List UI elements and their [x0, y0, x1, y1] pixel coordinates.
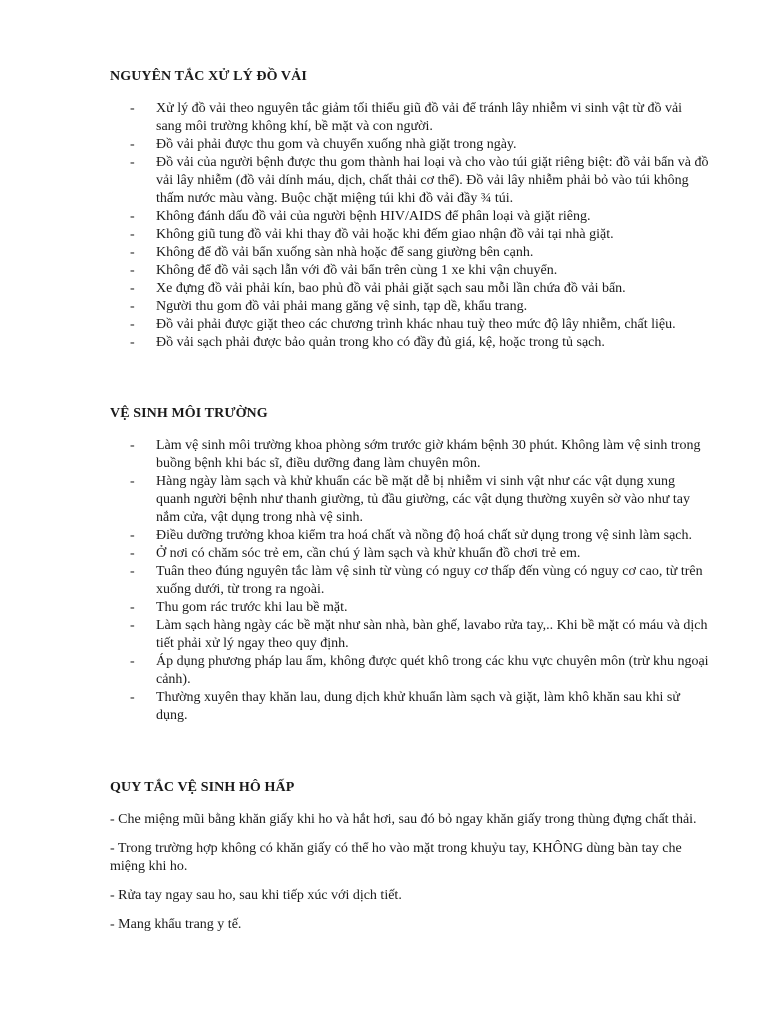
list-item: - Xử lý đồ vải theo nguyên tắc giảm tối thiểu giũ đồ vải để tránh lây nhiễm vi sinh vật từ đồ vải sang môi trường không khí, bề mặt và con người.: [130, 101, 683, 134]
section-respiratory-hygiene: [110, 779, 710, 945]
list-item: - Thường xuyên thay khăn lau, dung dịch khử khuẩn làm sạch và giặt, làm khô khăn sau khi sử dụng.: [130, 690, 680, 723]
respiratory-rules: [110, 811, 710, 934]
list-item-text: Thường xuyên thay khăn lau, dung dịch khử khuẩn làm sạch và giặt, làm khô khăn sau khi sử dụng.: [156, 690, 680, 723]
list-item: - Thu gom rác trước khi lau bề mặt.: [130, 600, 348, 615]
section-linen-handling: [110, 68, 710, 352]
list-item: - Đồ vải sạch phải được bảo quản trong kho có đầy đủ giá, kệ, hoặc trong tủ sạch.: [130, 335, 605, 350]
list-item: - Điều dưỡng trưởng khoa kiểm tra hoá chất và nồng độ hoá chất sử dụng trong vệ sinh làm sạch.: [130, 528, 693, 543]
list-item: - Đồ vải phải được thu gom và chuyển xuống nhà giặt trong ngày.: [130, 137, 517, 152]
list-item-text: Xe đựng đồ vải phải kín, bao phủ đồ vải phải giặt sạch sau mỗi lần chứa đồ vải bẩn.: [156, 281, 626, 296]
list-item: - Áp dụng phương pháp lau ẩm, không được quét khô trong các khu vực chuyên môn (trừ khu ngoại cảnh).: [130, 654, 709, 687]
paragraph: - Trong trường hợp không có khăn giấy có thể ho vào mặt trong khuỷu tay, KHÔNG dùng bàn tay che miệng khi ho.: [110, 841, 682, 874]
list-item: - Người thu gom đồ vải phải mang găng vệ sinh, tạp dề, khẩu trang.: [130, 299, 528, 314]
section-heading: VỆ SINH MÔI TRƯỜNG: [110, 406, 268, 421]
list-item: - Không để đồ vải bẩn xuống sàn nhà hoặc để sang giường bên cạnh.: [130, 245, 534, 260]
list-item: - Hàng ngày làm sạch và khử khuẩn các bề mặt dễ bị nhiễm vi sinh vật như các vật dụng xung quanh người bệnh như thanh giường, tủ đầu giường, các vật dụng thường xuyên sờ vào như tay nắm cửa, vật dụng trong nhà vệ sinh.: [130, 474, 690, 525]
list-item-text: Tuân theo đúng nguyên tắc làm vệ sinh từ vùng có nguy cơ thấp đến vùng có nguy cơ cao, từ trên xuống dưới, từ trong ra ngoài.: [156, 564, 703, 597]
list-item-text: Ở nơi có chăm sóc trẻ em, cần chú ý làm sạch và khử khuẩn đồ chơi trẻ em.: [156, 546, 581, 561]
list-item-text: Đồ vải phải được thu gom và chuyển xuống nhà giặt trong ngày.: [156, 137, 517, 152]
list-item: - Ở nơi có chăm sóc trẻ em, cần chú ý làm sạch và khử khuẩn đồ chơi trẻ em.: [130, 546, 581, 561]
list-item: - Xe đựng đồ vải phải kín, bao phủ đồ vải phải giặt sạch sau mỗi lần chứa đồ vải bẩn.: [130, 281, 626, 296]
list-item-text: Không đánh dấu đồ vải của người bệnh HIV/AIDS để phân loại và giặt riêng.: [156, 209, 591, 224]
list-item: - Làm sạch hàng ngày các bề mặt như sàn nhà, bàn ghế, lavabo rửa tay,.. Khi bề mặt có máu và dịch tiết phải xử lý ngay theo quy định.: [130, 618, 708, 651]
list-item-text: Đồ vải phải được giặt theo các chương trình khác nhau tuỳ theo mức độ lây nhiễm, chất liệu.: [156, 317, 676, 332]
list-item-text: Làm vệ sinh môi trường khoa phòng sớm trước giờ khám bệnh 30 phút. Không làm vệ sinh trong buồng bệnh khi bác sĩ, điều dưỡng đang làm chuyên môn.: [156, 438, 701, 471]
list-item: - Làm vệ sinh môi trường khoa phòng sớm trước giờ khám bệnh 30 phút. Không làm vệ sinh trong buồng bệnh khi bác sĩ, điều dưỡng đang làm chuyên môn.: [130, 438, 701, 471]
list-item: - Không để đồ vải sạch lẫn với đồ vải bẩn trên cùng 1 xe khi vận chuyển.: [130, 263, 558, 278]
paragraph: - Che miệng mũi bằng khăn giấy khi ho và hắt hơi, sau đó bỏ ngay khăn giấy trong thùng đựng chất thải.: [110, 812, 697, 827]
list-item: - Tuân theo đúng nguyên tắc làm vệ sinh từ vùng có nguy cơ thấp đến vùng có nguy cơ cao, từ trên xuống dưới, từ trong ra ngoài.: [130, 564, 703, 597]
list-item-text: Người thu gom đồ vải phải mang găng vệ sinh, tạp dề, khẩu trang.: [156, 299, 528, 314]
list-item-text: Đồ vải của người bệnh được thu gom thành hai loại và cho vào túi giặt riêng biệt: đồ vải bẩn và đồ vải lây nhiễm (đồ vải dính máu, dịch, chất thải cơ thể). Đồ vải lây nhiễm phải bỏ vào túi không thấm nước màu vàng. Buộc chặt miệng túi khi đồ vải đầy ¾ túi.: [156, 155, 709, 206]
list-item-text: Đồ vải sạch phải được bảo quản trong kho có đầy đủ giá, kệ, hoặc trong tủ sạch.: [156, 335, 605, 350]
list-item-text: Thu gom rác trước khi lau bề mặt.: [156, 600, 348, 615]
list-item: - Đồ vải phải được giặt theo các chương trình khác nhau tuỳ theo mức độ lây nhiễm, chất liệu.: [130, 317, 676, 332]
list-item-text: Hàng ngày làm sạch và khử khuẩn các bề mặt dễ bị nhiễm vi sinh vật như các vật dụng xung quanh người bệnh như thanh giường, tủ đầu giường, các vật dụng thường xuyên sờ vào như tay nắm cửa, vật dụng trong nhà vệ sinh.: [156, 474, 690, 525]
section-heading: NGUYÊN TẮC XỬ LÝ ĐỒ VẢI: [110, 69, 307, 84]
list-item-text: Làm sạch hàng ngày các bề mặt như sàn nhà, bàn ghế, lavabo rửa tay,.. Khi bề mặt có máu và dịch tiết phải xử lý ngay theo quy định.: [156, 618, 708, 651]
list-item: - Không đánh dấu đồ vải của người bệnh HIV/AIDS để phân loại và giặt riêng.: [130, 209, 591, 224]
list-item: - Không giũ tung đồ vải khi thay đồ vải hoặc khi đếm giao nhận đồ vải tại nhà giặt.: [130, 227, 614, 242]
list-item-text: Không để đồ vải bẩn xuống sàn nhà hoặc để sang giường bên cạnh.: [156, 245, 534, 260]
paragraph: - Rửa tay ngay sau ho, sau khi tiếp xúc với dịch tiết.: [110, 888, 402, 903]
linen-rules-list: [110, 100, 710, 352]
list-item-text: Xử lý đồ vải theo nguyên tắc giảm tối thiểu giũ đồ vải để tránh lây nhiễm vi sinh vật từ đồ vải sang môi trường không khí, bề mặt và con người.: [156, 101, 683, 134]
environment-rules-list: [110, 437, 710, 725]
section-environmental-hygiene: [110, 405, 710, 725]
list-item-text: Áp dụng phương pháp lau ẩm, không được quét khô trong các khu vực chuyên môn (trừ khu ngoại cảnh).: [156, 654, 709, 687]
list-item: - Đồ vải của người bệnh được thu gom thành hai loại và cho vào túi giặt riêng biệt: đồ vải bẩn và đồ vải lây nhiễm (đồ vải dính máu, dịch, chất thải cơ thể). Đồ vải lây nhiễm phải bỏ vào túi không thấm nước màu vàng. Buộc chặt miệng túi khi đồ vải đầy ¾ túi.: [130, 155, 709, 206]
paragraph: - Mang khẩu trang y tế.: [110, 917, 242, 932]
list-item-text: Không để đồ vải sạch lẫn với đồ vải bẩn trên cùng 1 xe khi vận chuyển.: [156, 263, 558, 278]
list-item-text: Điều dưỡng trưởng khoa kiểm tra hoá chất và nồng độ hoá chất sử dụng trong vệ sinh làm sạch.: [156, 528, 693, 543]
section-heading: QUY TẮC VỆ SINH HÔ HẤP: [110, 780, 295, 795]
list-item-text: Không giũ tung đồ vải khi thay đồ vải hoặc khi đếm giao nhận đồ vải tại nhà giặt.: [156, 227, 614, 242]
